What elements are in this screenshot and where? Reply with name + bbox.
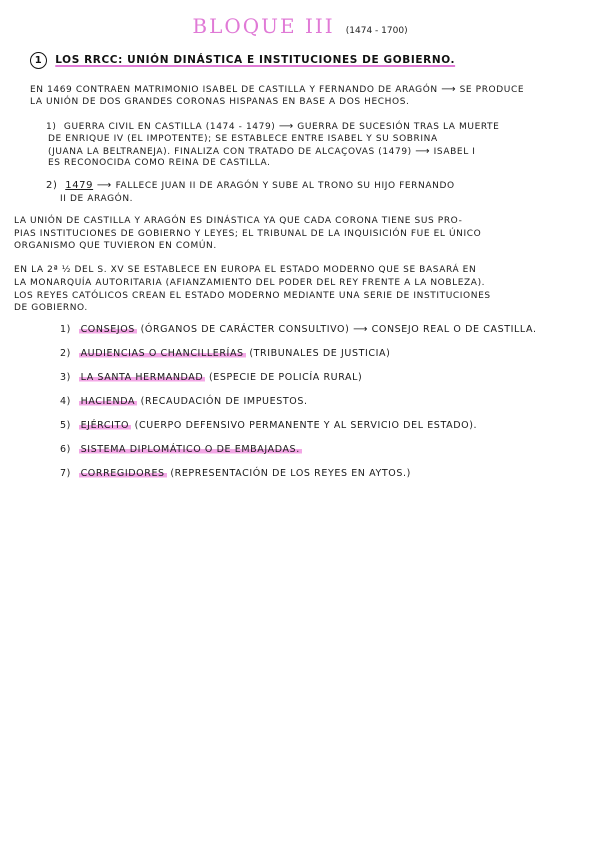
institution-desc: (TRIBUNALES DE JUSTICIA) [249,348,391,359]
arrow-icon: ⟶ [415,146,431,157]
institution-desc: (ÓRGANOS DE CARÁCTER CONSULTIVO) [140,324,350,335]
fact-1-line-4: ES RECONOCIDA COMO REINA DE CASTILLA. [48,158,271,168]
arrow-icon: ⟶ [96,180,112,191]
institution-number: 2) [60,348,71,359]
fact-2-line-1 [46,180,455,191]
institution-number: 7) [60,468,71,479]
fact-1-line-1-b: GUERRA DE SUCESIÓN TRAS LA MUERTE [297,122,500,132]
fact-1-line-1 [46,121,499,132]
arrow-icon: ⟶ [353,324,369,335]
heading-number: 1 [30,52,47,69]
fact-1-line-3-b: ISABEL I [433,147,476,157]
arrow-icon: ⟶ [278,121,294,132]
title-dates: (1474 - 1700) [345,26,408,36]
institution-name: SISTEMA DIPLOMÁTICO O DE EMBAJADAS. [80,444,300,455]
institution-desc: (ESPECIE DE POLICÍA RURAL) [208,372,363,383]
section-heading [30,52,455,69]
para-2-line-3: LOS REYES CATÓLICOS CREAN EL ESTADO MODERNO MEDIANTE UNA SERIE DE INSTITUCIONES [14,291,491,301]
para-1-line-3: ORGANISMO QUE TUVIERON EN COMÚN. [14,241,217,251]
institution-name: CONSEJOS [80,324,135,335]
heading-text: LOS RRCC: UNIÓN DINÁSTICA E INSTITUCIONES DE GOBIERNO. [55,54,456,66]
title-row [0,14,600,38]
fact-1-line-1-a: GUERRA CIVIL EN CASTILLA (1474 - 1479) [63,122,276,132]
para-2-line-1: EN LA 2ª ½ DEL S. XV SE ESTABLECE EN EUROPA EL ESTADO MODERNO QUE SE BASARÁ EN [14,265,477,275]
intro-line-1-a: EN 1469 CONTRAEN MATRIMONIO ISABEL DE CASTILLA Y FERNANDO DE ARAGÓN [30,85,438,95]
intro-line-2: LA UNIÓN DE DOS GRANDES CORONAS HISPANAS EN BASE A DOS HECHOS. [30,97,410,107]
institution-extra: CONSEJO REAL O DE CASTILLA. [371,324,537,335]
institution-item-4 [60,396,308,407]
institution-desc: (CUERPO DEFENSIVO PERMANENTE Y AL SERVICIO DEL ESTADO). [134,420,478,431]
fact-1-line-3 [48,146,476,157]
institution-number: 6) [60,444,71,455]
arrow-icon: ⟶ [441,84,457,95]
para-1-line-1: LA UNIÓN DE CASTILLA Y ARAGÓN ES DINÁSTICA YA QUE CADA CORONA TIENE SUS PRO- [14,216,463,226]
page-title: BLOQUE III [192,14,335,38]
para-1-line-2: PIAS INSTITUCIONES DE GOBIERNO Y LEYES; EL TRIBUNAL DE LA INQUISICIÓN FUE EL ÚNICO [14,229,482,239]
institution-desc: (RECAUDACIÓN DE IMPUESTOS. [140,396,308,407]
fact-2-number: 2) [46,180,58,191]
institution-item-7 [60,468,411,479]
para-2-line-2: LA MONARQUÍA AUTORITARIA (AFIANZAMIENTO DEL PODER DEL REY FRENTE A LA NOBLEZA). [14,278,486,288]
institution-item-3 [60,372,362,383]
institution-item-2 [60,348,390,359]
institution-number: 1) [60,324,71,335]
institution-desc: (REPRESENTACIÓN DE LOS REYES EN AYTOS.) [170,468,411,479]
institution-number: 5) [60,420,71,431]
fact-2-line-2: II DE ARAGÓN. [60,194,134,204]
institution-name: AUDIENCIAS O CHANCILLERÍAS [80,348,244,359]
institution-name: HACIENDA [80,396,136,407]
fact-2-year: 1479 [65,180,94,191]
institution-item-5 [60,420,477,431]
fact-1-line-3-a: (JUANA LA BELTRANEJA). FINALIZA CON TRATADO DE ALCAÇOVAS (1479) [48,147,412,157]
institution-item-1 [60,324,537,335]
fact-1-line-2: DE ENRIQUE IV (EL IMPOTENTE); SE ESTABLECE ENTRE ISABEL Y SU SOBRINA [48,134,438,144]
institution-name: EJÉRCITO [80,420,130,431]
institution-name: CORREGIDORES [80,468,165,479]
institution-number: 3) [60,372,71,383]
intro-line-1 [30,84,524,95]
institution-number: 4) [60,396,71,407]
fact-1-number: 1) [46,122,57,132]
fact-2-text: FALLECE JUAN II DE ARAGÓN Y SUBE AL TRONO SU HIJO FERNANDO [115,181,455,191]
institution-name: LA SANTA HERMANDAD [80,372,204,383]
para-2-line-4: DE GOBIERNO. [14,303,88,313]
intro-line-1-b: SE PRODUCE [459,85,525,95]
institution-item-6 [60,444,302,455]
